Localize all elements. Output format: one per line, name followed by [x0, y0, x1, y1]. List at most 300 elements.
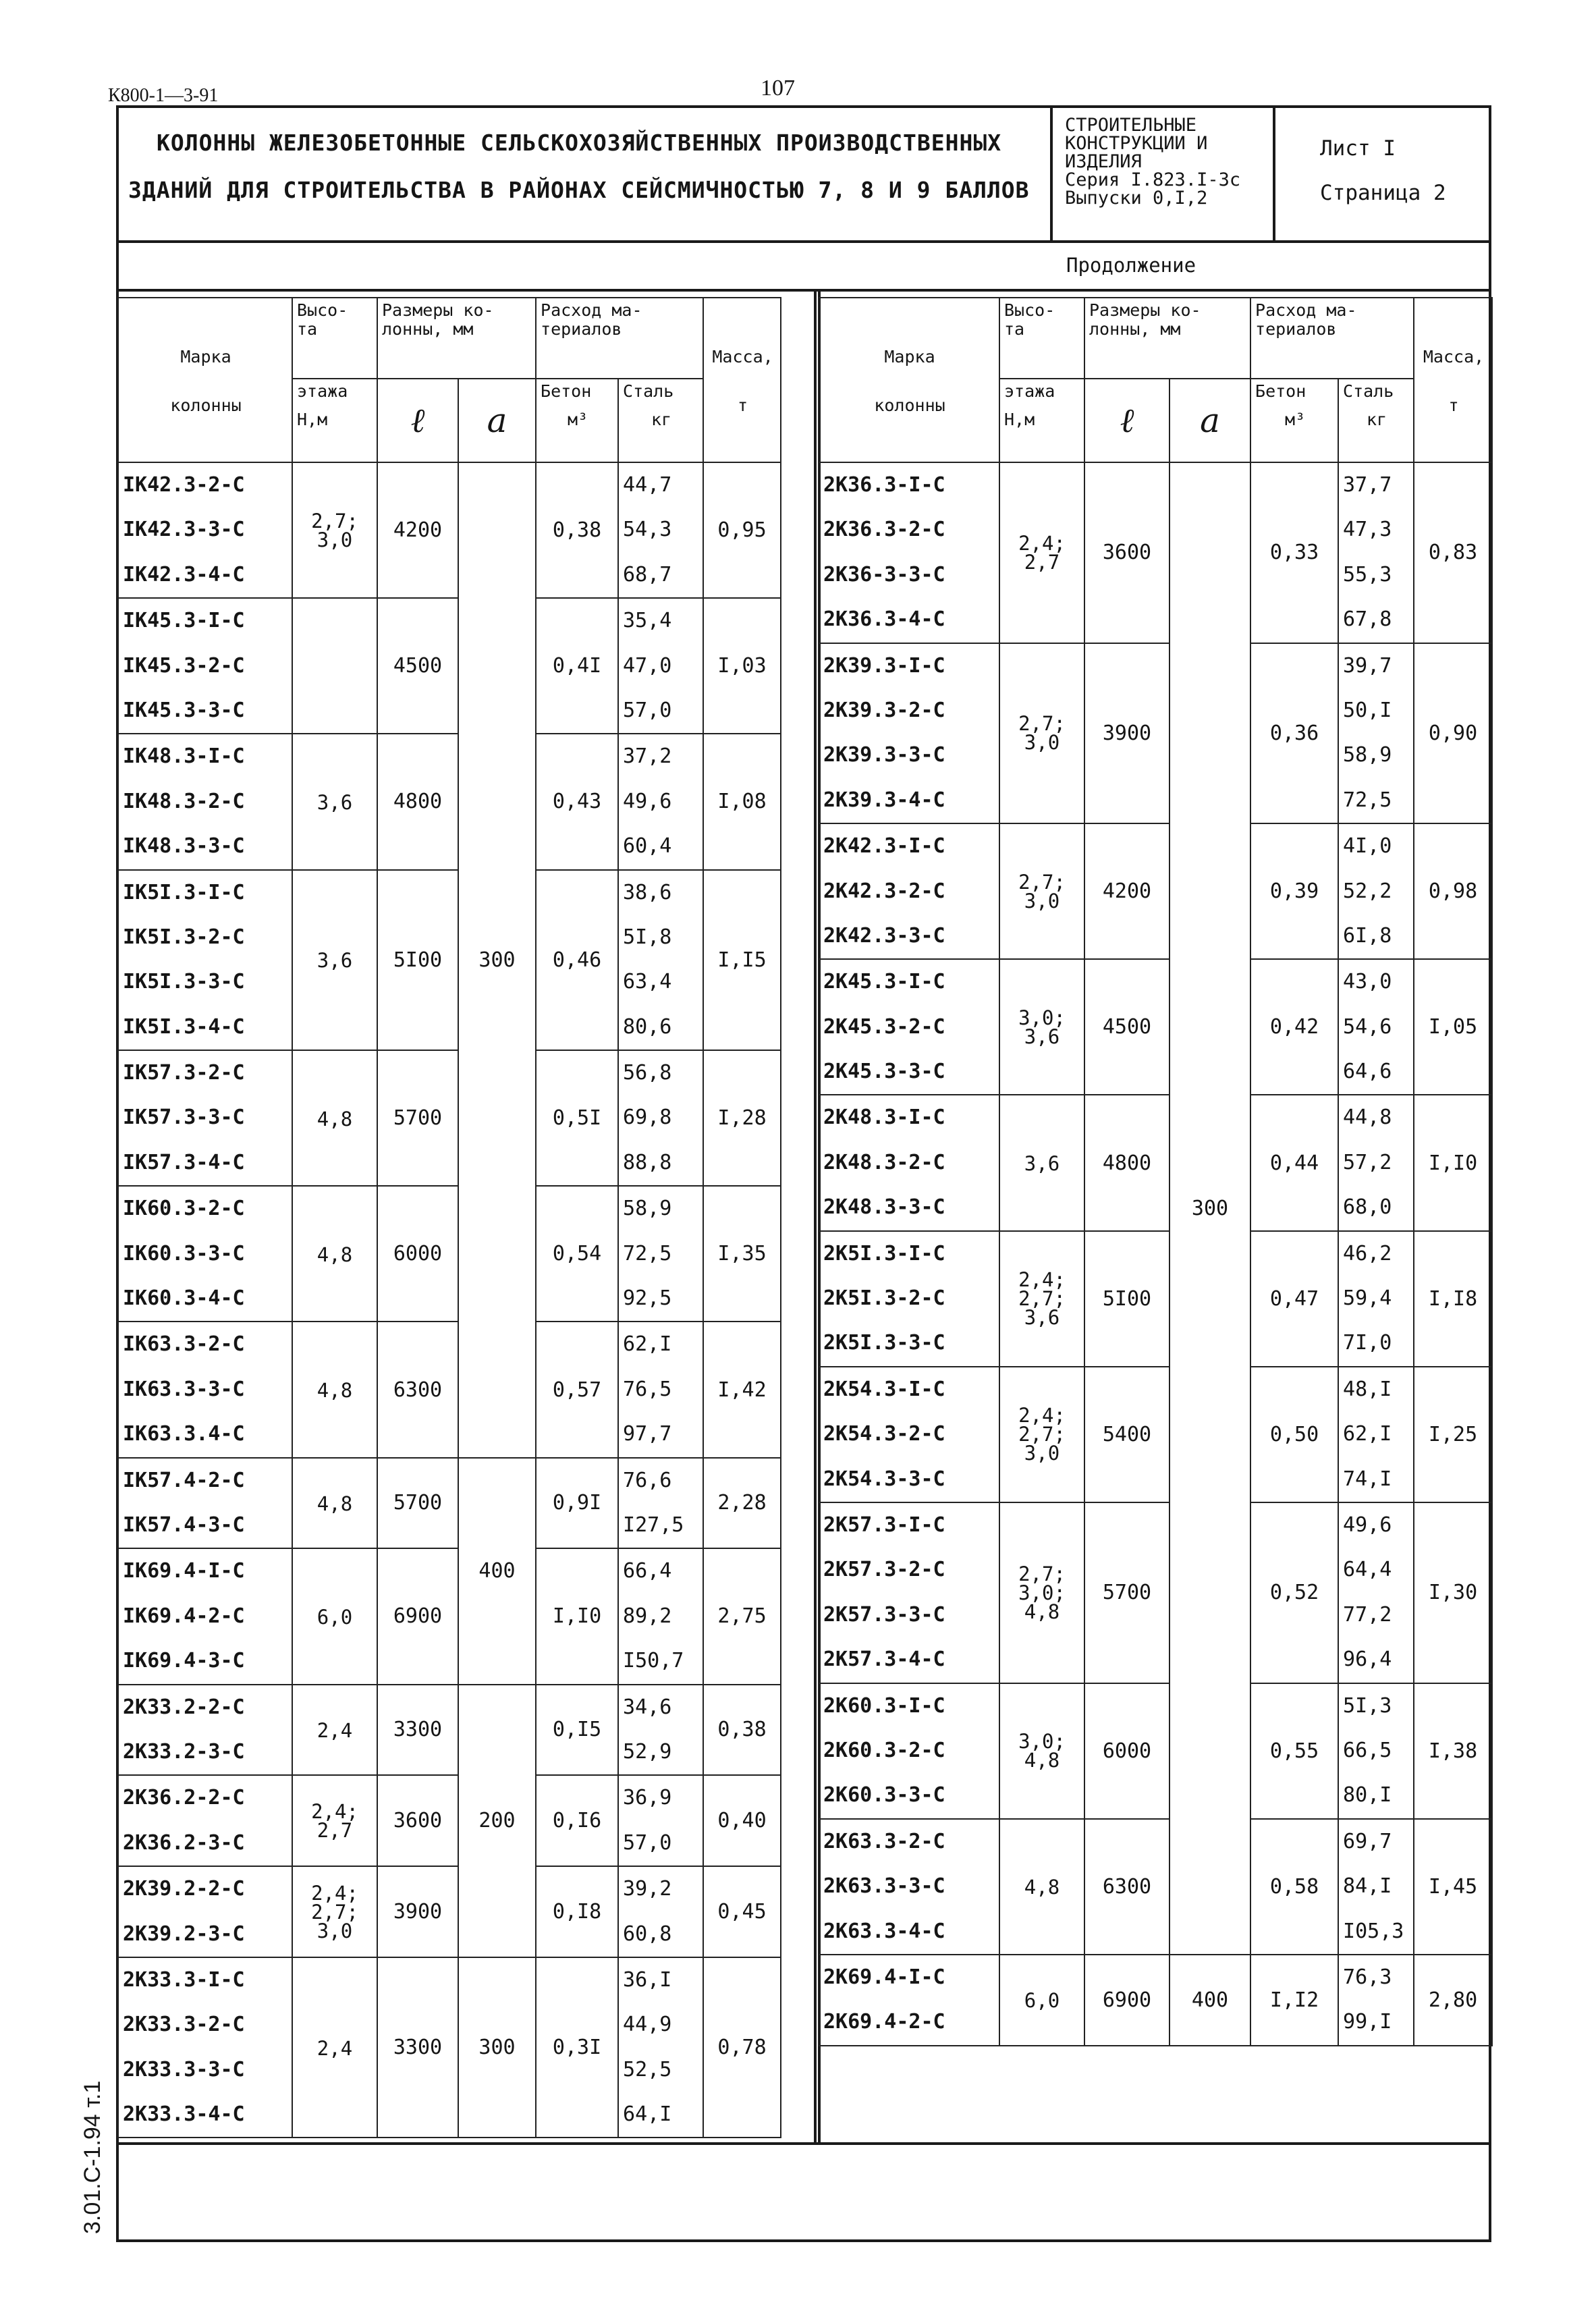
steel-usage-cell [618, 1322, 703, 1457]
concrete-volume: 0,42 [1250, 959, 1338, 1095]
column-marks-cell [819, 1095, 999, 1230]
column-mark: 2К33.3-2-С [123, 2013, 245, 2037]
column-mark: IК69.4-I-С [123, 1559, 245, 1583]
column-mark: 2К42.3-2-С [823, 879, 945, 903]
column-mark: 2К39.3-4-С [823, 788, 945, 812]
floor-height-cell [999, 1231, 1084, 1367]
column-mark: IК60.3-2-С [123, 1197, 245, 1221]
steel-usage: 88,8 [623, 1150, 672, 1174]
column-marks-cell [118, 734, 292, 869]
header-mass: Масса, т [703, 298, 781, 462]
steel-usage-cell [1338, 1502, 1414, 1683]
column-mass: I,42 [703, 1322, 781, 1457]
header-concrete: Бетон м³ [1250, 379, 1338, 462]
floor-height-cell [292, 734, 377, 869]
header-material-usage: Расход ма- териалов [536, 298, 703, 379]
steel-usage: 55,3 [1343, 562, 1392, 587]
column-length: 4500 [1084, 959, 1170, 1095]
table-row [118, 1866, 781, 1957]
floor-height: 2,4; 2,7 [311, 1799, 358, 1842]
steel-usage-cell [1338, 1095, 1414, 1230]
column-length: 6300 [1084, 1819, 1170, 1955]
column-mass: I,35 [703, 1186, 781, 1322]
column-mark: IК60.3-4-С [123, 1286, 245, 1311]
header-height: Высо- та [999, 298, 1084, 379]
column-mark: 2К36.2-3-С [123, 1830, 245, 1855]
column-length: 6900 [377, 1548, 458, 1684]
steel-usage: 64,6 [1343, 1060, 1392, 1084]
column-marks-cell [819, 643, 999, 824]
floor-height-cell [292, 1775, 377, 1866]
steel-usage-cell [618, 1685, 703, 1776]
column-mass: 0,90 [1414, 643, 1492, 824]
column-marks-cell [819, 1819, 999, 1955]
steel-usage: 58,9 [1343, 743, 1392, 767]
table-row [819, 462, 1492, 643]
steel-usage: 74,I [1343, 1467, 1392, 1491]
floor-height-cell [999, 1502, 1084, 1683]
steel-usage: 67,8 [1343, 607, 1392, 632]
column-marks-cell [118, 1775, 292, 1866]
document-title-line-1: КОЛОННЫ ЖЕЛЕЗОБЕТОННЫЕ СЕЛЬСКОХОЗЯЙСТВЕННЫХ ПРОИЗВОДСТВЕННЫХ [157, 130, 1002, 156]
concrete-volume: 0,52 [1250, 1502, 1338, 1683]
floor-height-cell [999, 462, 1084, 643]
column-mark: 2К36.2-2-С [123, 1786, 245, 1810]
concrete-volume: 0,5I [536, 1050, 618, 1186]
steel-usage-cell [1338, 1367, 1414, 1502]
table-row [118, 1322, 781, 1457]
steel-usage: 52,2 [1343, 879, 1392, 903]
floor-height-cell [292, 462, 377, 598]
concrete-volume: 0,54 [536, 1186, 618, 1322]
steel-usage: 96,4 [1343, 1648, 1392, 1672]
concrete-volume: 0,3I [536, 1957, 618, 2138]
column-length: 3900 [1084, 643, 1170, 824]
steel-usage-cell [618, 1548, 703, 1684]
steel-usage: 69,7 [1343, 1829, 1392, 1853]
sheet-label: Лист I [1320, 136, 1396, 161]
column-mark: 2К48.3-2-С [823, 1150, 945, 1174]
column-mark: IК48.3-I-С [123, 744, 245, 769]
column-marks-cell [118, 1957, 292, 2138]
steel-usage: 57,0 [623, 1830, 672, 1855]
floor-height-cell [292, 1458, 377, 1549]
steel-usage-cell [1338, 1231, 1414, 1367]
floor-height: 3,6 [317, 949, 353, 973]
column-mass: I,05 [1414, 959, 1492, 1095]
column-mass: 0,78 [703, 1957, 781, 2138]
floor-height: 2,4; 2,7; 3,0 [1018, 1404, 1066, 1465]
floor-height: 2,7; 3,0 [1018, 712, 1066, 755]
concrete-volume: 0,50 [1250, 1367, 1338, 1502]
column-mark: 2К5I.3-2-С [823, 1286, 945, 1311]
steel-usage: 76,3 [1343, 1965, 1392, 1989]
floor-height-cell [292, 1322, 377, 1457]
steel-usage: 64,I [623, 2102, 672, 2127]
steel-usage: 4I,0 [1343, 834, 1392, 859]
steel-usage-cell [1338, 959, 1414, 1095]
column-mark: IК57.3-2-С [123, 1061, 245, 1085]
steel-usage: 97,7 [623, 1422, 672, 1446]
column-marks-cell [819, 823, 999, 959]
steel-usage: 39,2 [623, 1877, 672, 1901]
left-columns-table [117, 297, 781, 2138]
column-mark: 2К42.3-I-С [823, 834, 945, 859]
steel-usage: 52,5 [623, 2057, 672, 2081]
header-section-symbol: a [458, 379, 536, 462]
steel-usage-cell [618, 1866, 703, 1957]
column-marks-cell [118, 1548, 292, 1684]
column-mark: 2К45.3-I-С [823, 970, 945, 994]
column-mark: IК69.4-2-С [123, 1604, 245, 1628]
column-mark: IК57.3-4-С [123, 1150, 245, 1174]
steel-usage: 46,2 [1343, 1241, 1392, 1266]
steel-usage-cell [618, 1186, 703, 1322]
steel-usage: 62,I [623, 1332, 672, 1357]
column-marks-cell [819, 1683, 999, 1819]
header-height-unit: этажа Н,м [999, 379, 1084, 462]
table-row [118, 598, 781, 734]
steel-usage-cell [618, 1957, 703, 2138]
column-section-size: 400 [1170, 1955, 1250, 2046]
series-number: Серия I.823.I-3с [1065, 169, 1241, 190]
column-mark: IК45.3-I-С [123, 609, 245, 633]
concrete-volume: 0,I6 [536, 1775, 618, 1866]
concrete-volume: 0,9I [536, 1458, 618, 1549]
sheet-block-divider [1273, 105, 1275, 242]
concrete-volume: 0,39 [1250, 823, 1338, 959]
column-mark: 2К57.3-3-С [823, 1602, 945, 1627]
column-mark: 2К36.3-2-С [823, 518, 945, 542]
table-row [118, 1775, 781, 1866]
steel-usage-cell [618, 598, 703, 734]
gap-left-edge [814, 289, 817, 2142]
column-length: 5I00 [377, 870, 458, 1051]
column-marks-cell [819, 1231, 999, 1367]
column-mark: 2К60.3-2-С [823, 1738, 945, 1762]
continuation-label: Продолжение [1066, 254, 1196, 277]
steel-usage: 80,6 [623, 1014, 672, 1039]
column-mark: IК63.3-2-С [123, 1332, 245, 1357]
floor-height-cell [292, 870, 377, 1051]
column-length: 5I00 [1084, 1231, 1170, 1367]
header-dimensions: Размеры ко- лонны, мм [1084, 298, 1250, 379]
column-marks-cell [118, 1050, 292, 1186]
concrete-volume: 0,57 [536, 1322, 618, 1457]
table-row [819, 1502, 1492, 1683]
column-mark: IК69.4-3-С [123, 1649, 245, 1673]
column-mark: 2К42.3-3-С [823, 923, 945, 948]
steel-usage: 47,0 [623, 653, 672, 678]
header-height-unit: этажа Н,м [292, 379, 377, 462]
bottom-band-divider [116, 2142, 1491, 2145]
column-mark: IК63.3-3-С [123, 1377, 245, 1401]
column-mark: 2К39.2-3-С [123, 1922, 245, 1946]
column-mark: 2К33.3-4-С [123, 2102, 245, 2127]
table-row [819, 643, 1492, 824]
column-length: 4800 [1084, 1095, 1170, 1230]
steel-usage: 57,2 [1343, 1150, 1392, 1174]
column-mass: 0,38 [703, 1685, 781, 1776]
steel-usage-cell [1338, 1819, 1414, 1955]
column-mark: IК45.3-2-С [123, 653, 245, 678]
document-title-line-2: ЗДАНИЙ ДЛЯ СТРОИТЕЛЬСТВА В РАЙОНАХ СЕЙСМИЧНОСТЬЮ 7, 8 И 9 БАЛЛОВ [128, 177, 1030, 203]
steel-usage: 56,8 [623, 1061, 672, 1085]
column-mark: IК48.3-2-С [123, 789, 245, 813]
column-mass: I,03 [703, 598, 781, 734]
column-mark: 2К36.3-I-С [823, 473, 945, 497]
steel-usage: 44,7 [623, 473, 672, 497]
column-mark: 2К45.3-3-С [823, 1060, 945, 1084]
steel-usage: 76,6 [623, 1468, 672, 1492]
column-mass: I,25 [1414, 1367, 1492, 1502]
steel-usage: 68,0 [1343, 1195, 1392, 1220]
series-block [1065, 116, 1240, 207]
column-length: 5700 [377, 1458, 458, 1549]
column-mark: IК45.3-3-С [123, 698, 245, 722]
table-row [819, 959, 1492, 1095]
column-mark: IК57.4-2-С [123, 1468, 245, 1492]
steel-usage: 48,I [1343, 1377, 1392, 1401]
column-mark: 2К36-3-3-С [823, 562, 945, 587]
concrete-volume: 0,33 [1250, 462, 1338, 643]
floor-height-cell [999, 1095, 1084, 1230]
column-mark: 2К63.3-4-С [823, 1919, 945, 1943]
steel-usage: 43,0 [1343, 970, 1392, 994]
column-mark: IК57.3-3-С [123, 1106, 245, 1130]
column-mark: 2К63.3-3-С [823, 1874, 945, 1899]
floor-height: 3,6 [1024, 1152, 1060, 1176]
header-material-usage: Расход ма- териалов [1250, 298, 1414, 379]
column-mark: 2К57.3-4-С [823, 1648, 945, 1672]
column-length: 5700 [1084, 1502, 1170, 1683]
concrete-volume: 0,I5 [536, 1685, 618, 1776]
steel-usage: 62,I [1343, 1422, 1392, 1446]
column-length: 4800 [377, 734, 458, 869]
column-length: 3600 [377, 1775, 458, 1866]
column-mark: 2К54.3-I-С [823, 1377, 945, 1401]
floor-height: 2,4; 2,7; 3,6 [1018, 1268, 1066, 1330]
floor-height-cell [292, 1957, 377, 2138]
column-marks-cell [819, 462, 999, 643]
column-marks-cell [118, 1322, 292, 1457]
column-length: 6000 [377, 1186, 458, 1322]
steel-usage: 72,5 [623, 1241, 672, 1266]
steel-usage: 54,6 [1343, 1014, 1392, 1039]
concrete-volume: 0,I8 [536, 1866, 618, 1957]
series-line-1: СТРОИТЕЛЬНЫЕ [1065, 115, 1197, 136]
steel-usage-cell [1338, 643, 1414, 824]
header-concrete: Бетон м³ [536, 379, 618, 462]
column-mark: 2К57.3-I-С [823, 1513, 945, 1537]
column-mark: IК5I.3-I-С [123, 880, 245, 904]
floor-height-cell [999, 643, 1084, 824]
column-length: 6900 [1084, 1955, 1170, 2046]
column-mass: I,I8 [1414, 1231, 1492, 1367]
column-mass: I,I5 [703, 870, 781, 1051]
column-mark: 2К48.3-I-С [823, 1106, 945, 1130]
floor-height-cell [292, 598, 377, 734]
column-mass: I,38 [1414, 1683, 1492, 1819]
floor-height-cell [999, 823, 1084, 959]
column-length: 3300 [377, 1957, 458, 2138]
steel-usage: 36,9 [623, 1786, 672, 1810]
continuation-divider [116, 289, 1491, 292]
header-steel: Сталь кг [1338, 379, 1414, 462]
table-row [819, 823, 1492, 959]
steel-usage: 66,4 [623, 1559, 672, 1583]
steel-usage: 6I,8 [1343, 923, 1392, 948]
steel-usage: 49,6 [623, 789, 672, 813]
floor-height: 3,0; 3,6 [1018, 1006, 1066, 1048]
steel-usage: 60,4 [623, 834, 672, 859]
table-row [118, 1186, 781, 1322]
floor-height-cell [292, 1548, 377, 1684]
column-mark: IК42.3-2-С [123, 473, 245, 497]
column-length: 4200 [1084, 823, 1170, 959]
column-mark: 2К45.3-2-С [823, 1014, 945, 1039]
column-mark: 2К54.3-3-С [823, 1467, 945, 1491]
floor-height: 4,8 [317, 1492, 353, 1515]
floor-height: 3,0; 4,8 [1018, 1730, 1066, 1772]
column-length: 4200 [377, 462, 458, 598]
column-mass: I,45 [1414, 1819, 1492, 1955]
floor-height-cell [999, 959, 1084, 1095]
column-mass: 2,75 [703, 1548, 781, 1684]
concrete-volume: 0,38 [536, 462, 618, 598]
steel-usage: 66,5 [1343, 1738, 1392, 1762]
table-row [118, 1548, 781, 1684]
floor-height: 2,7; 3,0 [1018, 870, 1066, 913]
column-mark: 2К33.2-3-С [123, 1739, 245, 1764]
column-mark: 2К63.3-2-С [823, 1829, 945, 1853]
column-mass: 0,83 [1414, 462, 1492, 643]
concrete-volume: I,I0 [536, 1548, 618, 1684]
column-mark: 2К60.3-3-С [823, 1783, 945, 1807]
steel-usage: 69,8 [623, 1106, 672, 1130]
concrete-volume: 0,44 [1250, 1095, 1338, 1230]
column-marks-cell [118, 1458, 292, 1549]
steel-usage: 35,4 [623, 609, 672, 633]
column-mass: 0,40 [703, 1775, 781, 1866]
floor-height: 2,4 [317, 2036, 353, 2060]
column-mass: 0,45 [703, 1866, 781, 1957]
column-mark: 2К48.3-3-С [823, 1195, 945, 1220]
steel-usage-cell [618, 870, 703, 1051]
floor-height: 2,4; 2,7 [1018, 531, 1066, 574]
column-length: 3300 [377, 1685, 458, 1776]
steel-usage: 38,6 [623, 880, 672, 904]
steel-usage: 84,I [1343, 1874, 1392, 1899]
table-row [819, 1683, 1492, 1819]
column-length: 5400 [1084, 1367, 1170, 1502]
header-steel: Сталь кг [618, 379, 703, 462]
steel-usage-cell [618, 734, 703, 869]
steel-usage: 89,2 [623, 1604, 672, 1628]
header-height: Высо- та [292, 298, 377, 379]
floor-height: 2,7; 3,0; 4,8 [1018, 1562, 1066, 1623]
column-section-size: 300 [458, 1957, 536, 2138]
title-block-divider [1050, 105, 1053, 242]
column-mark: IК48.3-3-С [123, 834, 245, 859]
column-mark: 2К39.3-2-С [823, 698, 945, 722]
column-mass: 0,95 [703, 462, 781, 598]
steel-usage-cell [618, 462, 703, 598]
concrete-volume: I,I2 [1250, 1955, 1338, 2046]
steel-usage-cell [618, 1050, 703, 1186]
column-length: 6000 [1084, 1683, 1170, 1819]
concrete-volume: 0,58 [1250, 1819, 1338, 1955]
column-length: 6300 [377, 1322, 458, 1457]
page-number: 107 [761, 76, 795, 101]
steel-usage: 57,0 [623, 698, 672, 722]
steel-usage: 64,4 [1343, 1558, 1392, 1582]
series-issues: Выпуски 0,I,2 [1065, 188, 1208, 209]
column-mark: 2К5I.3-3-С [823, 1331, 945, 1355]
steel-usage: 37,7 [1343, 473, 1392, 497]
steel-usage: I27,5 [623, 1513, 684, 1537]
table-row [118, 1685, 781, 1776]
floor-height-cell [999, 1683, 1084, 1819]
table-row [118, 1957, 781, 2138]
steel-usage: 44,9 [623, 2013, 672, 2037]
column-mark: 2К39.3-I-С [823, 653, 945, 678]
header-mark: Марка колонны [819, 298, 999, 462]
column-marks-cell [819, 959, 999, 1095]
steel-usage-cell [618, 1775, 703, 1866]
title-divider [116, 240, 1491, 243]
column-mass: 2,80 [1414, 1955, 1492, 2046]
table-row [819, 1955, 1492, 2046]
column-mark: IК5I.3-3-С [123, 970, 245, 994]
table-row [118, 1050, 781, 1186]
column-mark: 2К54.3-2-С [823, 1422, 945, 1446]
steel-usage: 92,5 [623, 1286, 672, 1311]
steel-usage: 5I,8 [623, 925, 672, 949]
header-section-symbol: a [1170, 379, 1250, 462]
column-mark: IК42.3-4-С [123, 562, 245, 587]
steel-usage: 63,4 [623, 970, 672, 994]
concrete-volume: 0,55 [1250, 1683, 1338, 1819]
concrete-volume: 0,46 [536, 870, 618, 1051]
floor-height: 4,8 [317, 1379, 353, 1402]
concrete-volume: 0,43 [536, 734, 618, 869]
column-mark: 2К57.3-2-С [823, 1558, 945, 1582]
floor-height: 2,4 [317, 1718, 353, 1742]
steel-usage-cell [1338, 1683, 1414, 1819]
header-dimensions: Размеры ко- лонны, мм [377, 298, 536, 379]
steel-usage: 72,5 [1343, 788, 1392, 812]
column-section-size: 200 [458, 1685, 536, 1957]
table-row [118, 462, 781, 598]
floor-height: 4,8 [317, 1107, 353, 1131]
column-mark: IК42.3-3-С [123, 518, 245, 542]
floor-height: 2,7; 3,0 [311, 509, 358, 551]
column-marks-cell [118, 1866, 292, 1957]
steel-usage-cell [1338, 462, 1414, 643]
steel-usage-cell [1338, 823, 1414, 959]
steel-usage: 34,6 [623, 1695, 672, 1719]
floor-height: 3,6 [317, 790, 353, 814]
table-row [819, 1095, 1492, 1230]
column-mass: I,I0 [1414, 1095, 1492, 1230]
column-mark: IК63.3.4-С [123, 1422, 245, 1446]
column-length: 4500 [377, 598, 458, 734]
steel-usage: 80,I [1343, 1783, 1392, 1807]
table-row [819, 1819, 1492, 1955]
column-marks-cell [819, 1367, 999, 1502]
table-row [118, 870, 781, 1051]
